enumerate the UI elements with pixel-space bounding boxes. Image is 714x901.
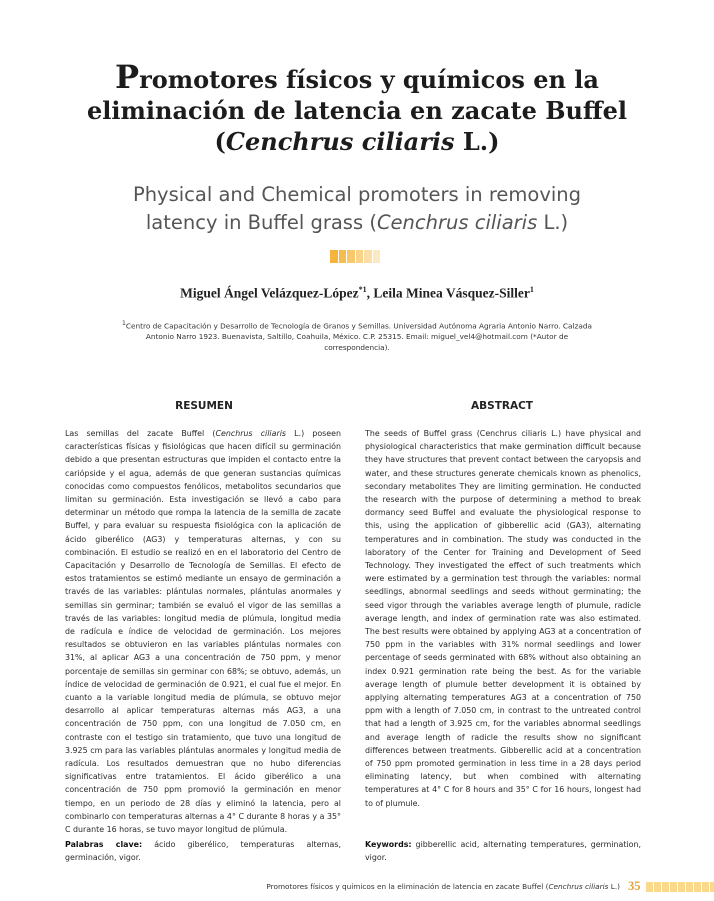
resumen-heading: RESUMEN: [175, 400, 233, 412]
bar-2: [339, 250, 347, 263]
subtitle-species: Cenchrus ciliaris: [376, 211, 538, 234]
resumen-keywords: Palabras clave: ácido giberélico, temperaturas alternas, germinación, vigor.: [65, 840, 341, 863]
abstract-body: The seeds of Buffel grass (Cenchrus ciliaris L.) have physical and physiological characteristics that make germination difficult because they have structures that prevent contact between the caryopsis and water, and these structures generate chemicals known as phenolics, secondary metabolites They are limiting germination. He conducted the research with the purpose of determining a method to break dormancy seed Buffel and evaluate the physiological response to this, using the application of gibberellic acid (GA3), alternating temperatures and in combination. The study was conducted in the laboratory of the Center for Training and Development of Seed Technology. They investigated the effect of such treatments which were estimated by a germination test through the variables: normal seedlings, abnormal seedlings and seeds without germinating; the seed vigor through the variables average length of plumule, radicle average length, and index of germination rate was also estimated. The best results were obtained by applying AG3 at a concentration of 750 ppm in the variables with 31% normal seedlings and lower percentage of seeds germinated with 68% without also obtaining an index 0.921 germination rate being the best. As for the variable average length of plumule better development it is obtained by applying alternating temperatures AG3 at a concentration of 750 ppm with a length of 7.050 cm, in contrast to the untreated control that had a length of 3.925 cm, for the variables abnormal seedlings and average length of radicle the results show no significant differences between treatments. Gibberellic acid at a concentration of 750 ppm promoted germination in less time in a 28 days period eliminating latency, but when combined with alternating temperatures at 4° C for 8 hours and 35° C for 16 hours, longest had to of plumule.: [365, 429, 641, 808]
title-line1: romotores físicos y químicos en la: [139, 65, 599, 94]
authors: Miguel Ángel Velázquez-López$^{*1}$, Leila Minea Vásquez-Siller$^1$: [180, 285, 534, 301]
bar-6: [373, 250, 381, 263]
paper-title: Promotores físicos y químicos en la eliminación de latencia en zacate Buffel (Cenchrus ciliaris L.): [86, 58, 628, 156]
title-species: Cenchrus ciliaris: [225, 127, 455, 156]
footer-accent-bar: [646, 882, 714, 892]
abstract-keywords: Keywords: gibberellic acid, alternating temperatures, germination, vigor.: [365, 840, 641, 863]
author-1: Miguel Ángel Velázquez-López: [180, 285, 359, 301]
title-line2: eliminación de latencia en zacate Buffel: [86, 96, 628, 125]
abstract-heading: ABSTRACT: [471, 400, 533, 412]
english-title: Physical and Chemical promoters in removing latency in Buffel grass (Cenchrus ciliaris L.): [132, 183, 582, 234]
resumen-body: Las semillas del zacate Buffel (Cenchrus ciliaris L.) poseen características físicas y fisiológicas que hacen difícil su germinación debido a que presentan estructuras que impiden el contacto entre la cariópside y el agua, además de que generan sustancias químicas conocidas como compuestos fenólicos, metabolitos secundarios que limitan su germinación. Esta investigación se llevó a cabo para determinar un método que rompa la latencia de la semilla de zacate Buffel, y para evaluar su respuesta fisiológica con la aplicación de ácido giberélico (AG3) y temperaturas alternas, y con su combinación. El estudio se realizó en en el laboratorio del Centro de Capacitación y Desarrollo de Tecnología de Semillas. El efecto de estos tratamientos se estimó mediante un ensayo de germinación a través de las variables: plántulas normales, plántulas anormales y semillas sin germinar; también se evaluó el vigor de las semillas a través de las variables: longitud media de plúmula, longitud media de radícula e índice de velocidad de germinación. Los mejores resultados se obtuvieron en las variables plántulas normales con 31%, al aplicar AG3 a una concentración de 750 ppm, y menor porcentaje de semillas sin germinar con 68%; se obtuvo, además, un índice de velocidad de germinación de 0.921, el cual fue el mejor. En cuanto a la variable longitud media de plúmula, se obtuvo mejor desarrollo al aplicar temperaturas alternas más AG3, a una concentración de 750 ppm, con una longitud de 7.050 cm, en contraste con el testigo sin tratamiento, que tuvo una longitud de 3.925 cm para las variables plántulas anormales y longitud media de radícula. Los resultados demuestran que no hubo diferencias significativas entre tratamientos. El ácido giberélico a una concentración de 750 ppm promovió la germinación en menor tiempo, en un periodo de 28 días y eliminó la latencia, pero al combinarlo con temperaturas alternas a 4° C durante 8 horas y a 35° C durante 16 horas, se tuvo mayor longitud de plúmula.: [65, 429, 341, 835]
decorative-bars: [330, 250, 380, 263]
title-first-letter: P: [115, 58, 140, 96]
keywords-label-en: Keywords:: [365, 840, 412, 849]
bar-4: [356, 250, 364, 263]
bar-3: [347, 250, 355, 263]
affiliation: $^1$Centro de Capacitación y Desarrollo de Tecnología de Granos y Semillas. Universidad Autónoma Agraria Antonio Narro. Calzada Antonio Narro 1923. Buenavista, Saltillo, Coahuila, México. C.P. 25315. Email: miguel_vel4@hotmail.com (*Autor de correspondencia).: [122, 320, 592, 353]
running-footer: Promotores físicos y químicos en la eliminación de latencia en zacate Buffel (Cenchrus ciliaris L.): [266, 882, 620, 891]
subtitle-line1: Physical and Chemical promoters in removing: [132, 183, 582, 206]
page-number: 35: [628, 879, 641, 893]
keywords-label-es: Palabras clave:: [65, 840, 143, 849]
bar-5: [364, 250, 372, 263]
bar-1: [330, 250, 338, 263]
author-2: Leila Minea Vásquez-Siller: [373, 285, 530, 301]
